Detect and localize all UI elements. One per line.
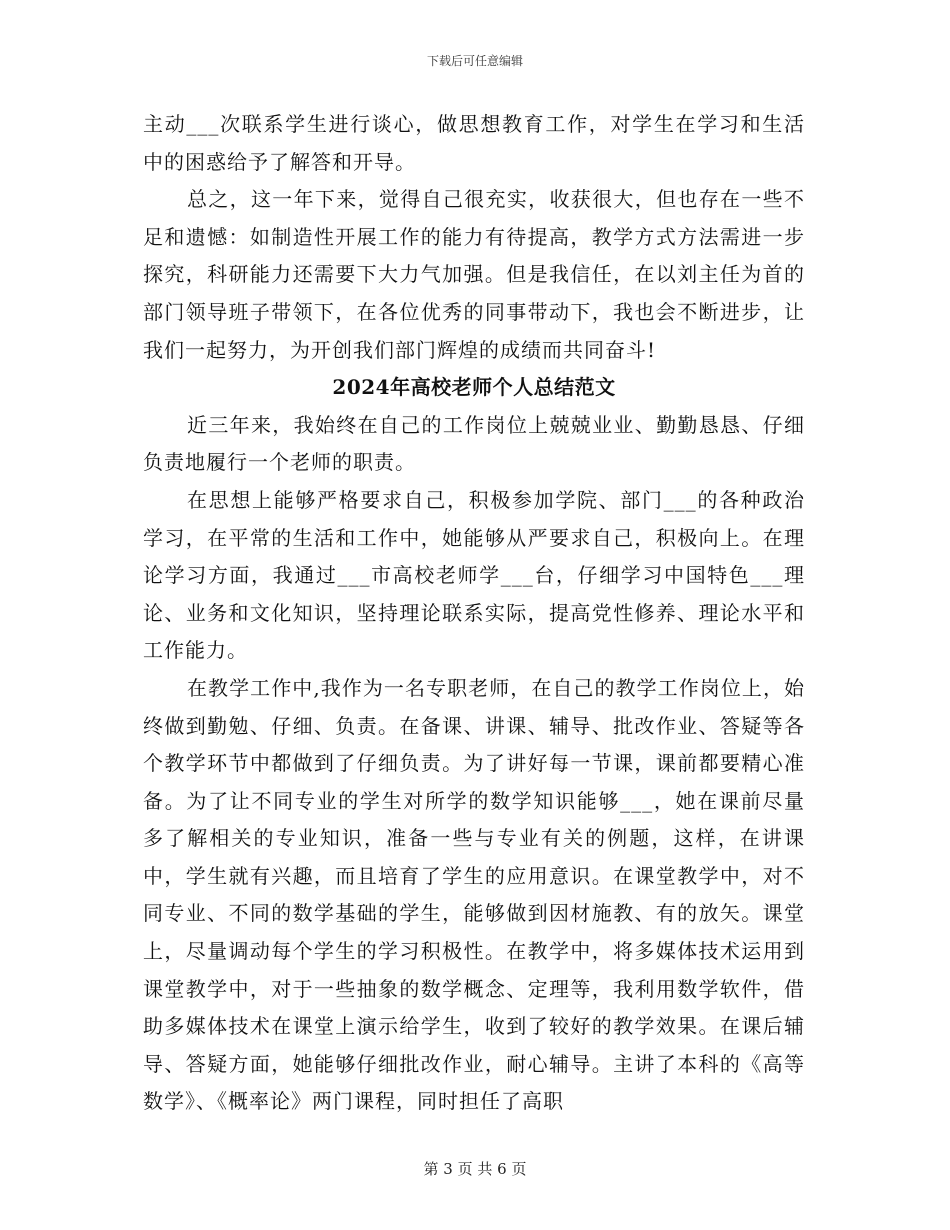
page-number: 第 3 页 共 6 页	[423, 1160, 527, 1178]
section-title: 2024年高校老师个人总结范文	[332, 375, 616, 400]
paragraph-teaching: 在教学工作中,我作为一名专职老师，在自己的教学工作岗位上，始终做到勤勉、仔细、负责。在备课、讲课、辅导、批改作业、答疑等各个教学环节中都做到了仔细负责。为了讲好每一节课，课前都要精心准备。为了让不同专业的学生对所学的数学知识能够___，她在课前尽量多了解相关的专业知识，准备一些与专业有关的例题，这样，在讲课中，学生就有兴趣，而且培育了学生的应用意识。在课堂教学中，对不同专业、不同的数学基础的学生，能够做到因材施教、有的放矢。课堂上，尽量调动每个学生的学习积极性。在教学中，将多媒体技术运用到课堂教学中，对于一些抽象的数学概念、定理等，我利用数学软件，借助多媒体技术在课堂上演示给学生，收到了较好的教学效果。在课后辅导、答疑方面，她能够仔细批改作业，耐心辅导。主讲了本科的《高等数学》、《概率论》两门课程，同时担任了高职	[143, 675, 805, 1114]
page-header-note: 下载后可任意编辑	[426, 54, 523, 68]
document-body	[143, 106, 805, 1121]
paragraph-continuation: 主动___次联系学生进行谈心，做思想教育工作，对学生在学习和生活中的困惑给予了解答和开导。	[143, 112, 805, 174]
paragraph-ideology: 在思想上能够严格要求自己，积极参加学院、部门___的各种政治学习，在平常的生活和工作中，她能够从严要求自己，积极向上。在理论学习方面，我通过___市高校老师学___台，仔细学习中国特色___理论、业务和文化知识，坚持理论联系实际，提高党性修养、理论水平和工作能力。	[143, 487, 805, 663]
paragraph-summary: 总之，这一年下来，觉得自己很充实，收获很大，但也存在一些不足和遗憾：如制造性开展工作的能力有待提高，教学方式方法需进一步探究，科研能力还需要下大力气加强。但是我信任，在以刘主任为首的部门领导班子带领下，在各位优秀的同事带动下，我也会不断进步，让我们一起努力，为开创我们部门辉煌的成绩而共同奋斗!	[143, 187, 805, 362]
paragraph-intro: 近三年来，我始终在自己的工作岗位上兢兢业业、勤勤恳恳、仔细负责地履行一个老师的职责。	[143, 412, 805, 475]
